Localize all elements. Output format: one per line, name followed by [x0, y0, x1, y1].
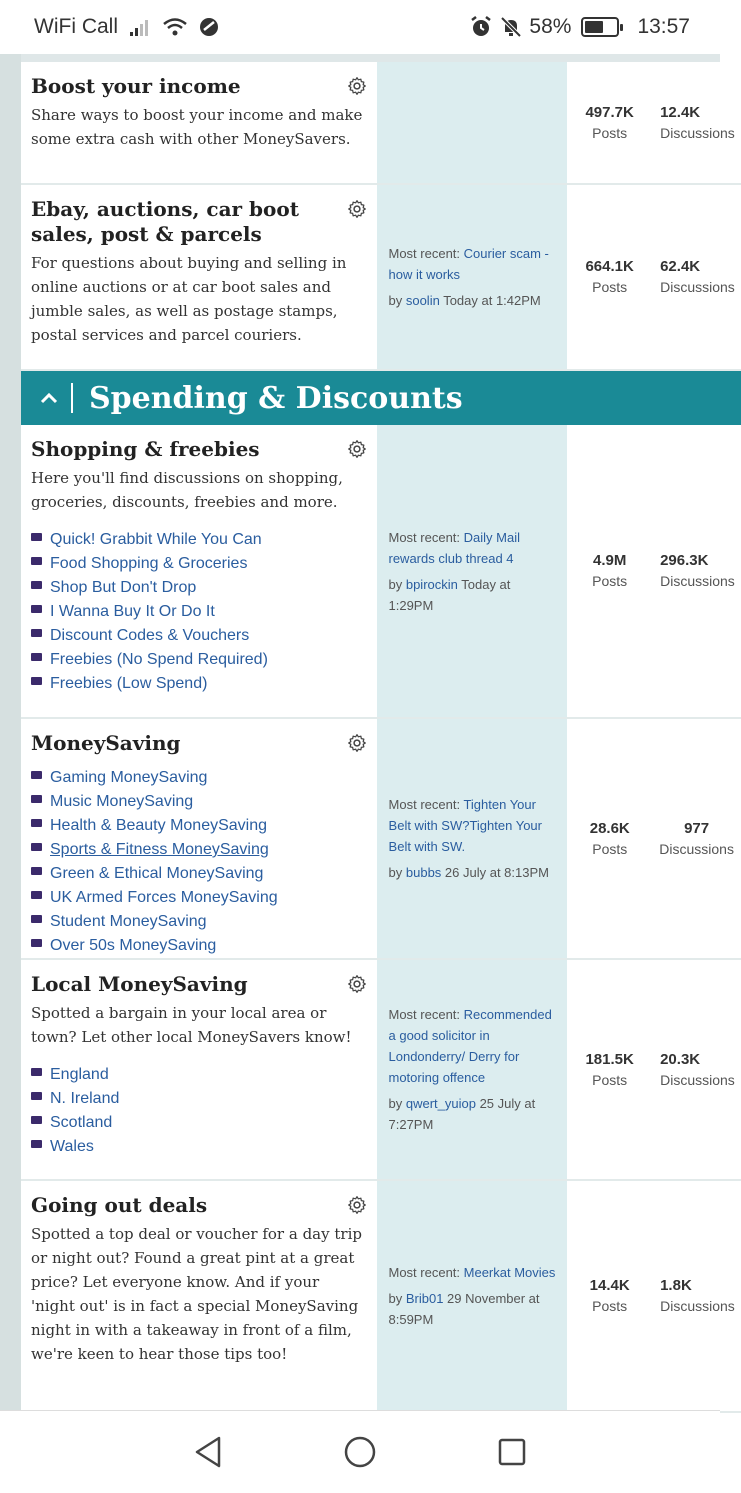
- folder-icon: [31, 843, 42, 851]
- discussions-value: 296.3K: [660, 552, 709, 569]
- subforum-label[interactable]: N. Ireland: [50, 1090, 120, 1107]
- folder-icon: [31, 795, 42, 803]
- folder-icon: [31, 677, 42, 685]
- subforum-item[interactable]: [31, 790, 367, 814]
- forum-row[interactable]: [21, 62, 741, 185]
- subforum-item[interactable]: [31, 1087, 367, 1111]
- folder-icon: [31, 533, 42, 541]
- most-recent: [377, 1181, 568, 1411]
- posts-count: [567, 719, 652, 958]
- folder-icon: [31, 1068, 42, 1076]
- gear-icon[interactable]: [347, 76, 367, 96]
- forum-row[interactable]: [21, 960, 741, 1181]
- most-recent: [377, 425, 568, 717]
- subforum-label[interactable]: Gaming MoneySaving: [50, 769, 208, 786]
- discussions-value: 12.4K: [660, 103, 701, 121]
- subforum-label[interactable]: Discount Codes & Vouchers: [50, 627, 250, 644]
- posts-label: Posts: [592, 840, 628, 857]
- folder-icon: [31, 891, 42, 899]
- folder-icon: [31, 939, 42, 947]
- discussions-count: [652, 960, 741, 1179]
- forum-info: [21, 425, 377, 717]
- subforum-item[interactable]: [31, 576, 367, 600]
- subforum-item[interactable]: [31, 862, 367, 886]
- forum-description: For questions about buying and selling in online auctions or at car boot sales and jumble sales, as well as postage stamps, postal services and parcel couriers.: [31, 254, 347, 344]
- recent-user-link[interactable]: Brib01: [405, 1291, 444, 1306]
- subforum-item[interactable]: [31, 934, 367, 958]
- forum-info: [21, 1181, 377, 1411]
- folder-icon: [31, 771, 42, 779]
- forum-title[interactable]: MoneySaving: [31, 731, 181, 755]
- gear-icon[interactable]: [347, 439, 367, 459]
- most-recent: [377, 719, 568, 958]
- forum-description: Spotted a top deal or voucher for a day trip or night out? Found a great pint at a great price? Let everyone know. And if your 'night out' is in fact a special MoneySaving night in with a takeaway in front of a film, we're keen to hear those tips too!: [31, 1225, 362, 1363]
- subforum-item[interactable]: [31, 648, 367, 672]
- most-recent: [377, 185, 568, 369]
- recent-user-link[interactable]: bpirockin: [405, 576, 458, 592]
- subforum-label[interactable]: Student MoneySaving: [50, 913, 207, 930]
- back-icon[interactable]: [185, 1429, 231, 1475]
- folder-icon: [31, 1116, 42, 1124]
- forum-info: [21, 62, 377, 183]
- subforum-item[interactable]: [31, 528, 367, 552]
- forum-title[interactable]: Ebay, auctions, car boot sales, post & parcels: [31, 197, 299, 246]
- posts-label: Posts: [592, 1298, 628, 1314]
- most-recent: [377, 960, 568, 1179]
- discussions-label: Discussions: [660, 1298, 735, 1314]
- subforum-item[interactable]: [31, 1135, 367, 1159]
- posts-label: Posts: [592, 1071, 628, 1088]
- discussions-value: 62.4K: [660, 258, 701, 275]
- by-prefix: by: [388, 865, 406, 880]
- posts-value: 497.7K: [585, 103, 634, 121]
- subforum-label[interactable]: Freebies (No Spend Required): [50, 651, 268, 668]
- recent-time: 26 July at 8:13PM: [441, 865, 549, 880]
- posts-value: 28.6K: [589, 819, 630, 837]
- subforum-list: [31, 1063, 367, 1159]
- left-gutter: [0, 54, 21, 1410]
- recent-thread-link[interactable]: Recommended a good solicitor in Londonderry/ Derry for motoring offence: [388, 1007, 552, 1085]
- mute-icon: [499, 15, 523, 39]
- subforum-label[interactable]: England: [50, 1066, 109, 1083]
- discussions-count: [652, 1181, 741, 1411]
- posts-label: Posts: [592, 279, 628, 295]
- subforum-label[interactable]: Shop But Don't Drop: [50, 579, 197, 596]
- recents-icon[interactable]: [489, 1429, 535, 1475]
- by-prefix: by: [388, 1096, 406, 1111]
- subforum-label[interactable]: Food Shopping & Groceries: [50, 555, 248, 572]
- discussions-value: 20.3K: [660, 1050, 701, 1068]
- discussions-value: 1.8K: [660, 1277, 692, 1294]
- forum-description: Here you'll find discussions on shopping, groceries, discounts, freebies and more.: [31, 469, 343, 511]
- status-bar: [0, 0, 720, 54]
- subforum-label[interactable]: Freebies (Low Spend): [50, 675, 208, 692]
- posts-count: [567, 1181, 652, 1411]
- subforum-item[interactable]: [31, 886, 367, 910]
- most-recent: [377, 62, 568, 183]
- recent-user-link[interactable]: qwert_yuiop: [405, 1096, 476, 1111]
- forum-title[interactable]: Local MoneySaving: [31, 972, 248, 996]
- forum-table: [21, 54, 741, 1413]
- subforum-label[interactable]: Wales: [50, 1138, 94, 1155]
- section-title: Spending & Discounts: [89, 380, 463, 416]
- posts-count: [567, 960, 652, 1179]
- posts-count: [567, 425, 652, 717]
- subforum-list: [31, 528, 367, 696]
- folder-icon: [31, 653, 42, 661]
- data-saver-icon: [198, 16, 220, 38]
- forum-list-viewport[interactable]: [0, 54, 735, 1410]
- recent-time: 29 November at 8:59PM: [388, 1291, 540, 1327]
- by-prefix: by: [388, 576, 406, 592]
- subforum-item[interactable]: [31, 600, 367, 624]
- forum-title[interactable]: Going out deals: [31, 1193, 208, 1217]
- recent-thread-link[interactable]: Tighten Your Belt with SW?Tighten Your Belt with SW.: [388, 797, 542, 854]
- home-icon[interactable]: [337, 1429, 383, 1475]
- discussions-label: Discussions: [660, 279, 735, 295]
- subforum-item[interactable]: [31, 672, 367, 696]
- posts-label: Posts: [592, 124, 628, 141]
- subforum-item[interactable]: [31, 1063, 367, 1087]
- forum-title[interactable]: Shopping & freebies: [31, 437, 260, 461]
- folder-icon: [31, 1140, 42, 1148]
- folder-icon: [31, 867, 42, 875]
- discussions-count: [652, 425, 741, 717]
- system-nav-bar: [0, 1410, 720, 1493]
- recent-user-link[interactable]: bubbs: [405, 865, 442, 880]
- forum-info: [21, 719, 377, 958]
- recent-prefix: Most recent:: [388, 529, 464, 545]
- subforum-label[interactable]: Music MoneySaving: [50, 793, 194, 810]
- subforum-label[interactable]: I Wanna Buy It Or Do It: [50, 603, 215, 620]
- gear-icon[interactable]: [347, 974, 367, 994]
- subforum-label[interactable]: Scotland: [50, 1114, 113, 1131]
- recent-time: Today at 1:42PM: [439, 293, 541, 308]
- recent-user-link[interactable]: soolin: [405, 293, 440, 308]
- gear-icon[interactable]: [347, 199, 367, 219]
- signal-icon: [128, 17, 152, 37]
- alarm-icon: [469, 15, 493, 39]
- clock: 13:57: [637, 15, 690, 38]
- recent-time: Today at 1:29PM: [388, 576, 511, 613]
- forum-row[interactable]: [21, 425, 741, 719]
- subforum-list: [31, 766, 367, 958]
- posts-value: 14.4K: [589, 1277, 630, 1294]
- folder-icon: [31, 629, 42, 637]
- recent-prefix: Most recent:: [388, 797, 464, 812]
- forum-description: Share ways to boost your income and make some extra cash with other MoneySavers.: [31, 106, 363, 148]
- carrier-label: WiFi Call: [34, 15, 118, 38]
- recent-prefix: Most recent:: [388, 1007, 464, 1022]
- subforum-item[interactable]: [31, 838, 367, 862]
- subforum-label[interactable]: Over 50s MoneySaving: [50, 937, 217, 954]
- battery-icon: [581, 17, 619, 37]
- section-divider: [71, 383, 73, 413]
- discussions-label: Discussions: [660, 573, 735, 589]
- wifi-icon: [162, 17, 188, 37]
- forum-row[interactable]: [21, 719, 741, 960]
- battery-percent: 58%: [529, 15, 572, 38]
- recent-thread-link[interactable]: Daily Mail rewards club thread 4: [388, 529, 520, 566]
- by-prefix: by: [388, 293, 406, 308]
- forum-title[interactable]: Boost your income: [31, 74, 241, 98]
- posts-value: 664.1K: [585, 258, 634, 275]
- recent-thread-link[interactable]: Meerkat Movies: [463, 1265, 556, 1280]
- posts-value: 4.9M: [592, 552, 627, 569]
- recent-time: 25 July at 7:27PM: [388, 1096, 536, 1132]
- subforum-label[interactable]: Quick! Grabbit While You Can: [50, 531, 262, 548]
- forum-description: Spotted a bargain in your local area or town? Let other local MoneySavers know!: [31, 1004, 352, 1046]
- by-prefix: by: [388, 1291, 406, 1306]
- forum-row[interactable]: [21, 1181, 741, 1413]
- subforum-item[interactable]: [31, 552, 367, 576]
- discussions-count: [652, 185, 741, 369]
- section-header[interactable]: [21, 371, 741, 425]
- subforum-label[interactable]: Health & Beauty MoneySaving: [50, 817, 268, 834]
- subforum-label[interactable]: Green & Ethical MoneySaving: [50, 865, 264, 882]
- subforum-label[interactable]: UK Armed Forces MoneySaving: [50, 889, 278, 906]
- forum-info: [21, 185, 377, 369]
- subforum-item[interactable]: [31, 766, 367, 790]
- recent-prefix: Most recent:: [388, 1265, 464, 1280]
- recent-prefix: Most recent:: [388, 246, 464, 261]
- folder-icon: [31, 605, 42, 613]
- posts-count: [567, 62, 652, 183]
- subforum-item[interactable]: [31, 624, 367, 648]
- discussions-count: [652, 62, 741, 183]
- discussions-label: Discussions: [660, 1071, 735, 1088]
- discussions-count: [652, 719, 741, 958]
- posts-label: Posts: [592, 573, 628, 589]
- subforum-item[interactable]: [31, 814, 367, 838]
- forum-info: [21, 960, 377, 1179]
- gear-icon[interactable]: [347, 1195, 367, 1215]
- folder-icon: [31, 581, 42, 589]
- gear-icon[interactable]: [347, 733, 367, 753]
- folder-icon: [31, 819, 42, 827]
- posts-value: 181.5K: [585, 1050, 634, 1068]
- forum-row[interactable]: [21, 185, 741, 371]
- subforum-item[interactable]: [31, 910, 367, 934]
- folder-icon: [31, 557, 42, 565]
- chevron-up-icon[interactable]: [37, 386, 61, 410]
- discussions-value: 977: [684, 819, 710, 837]
- discussions-label: Discussions: [659, 840, 734, 857]
- discussions-label: Discussions: [660, 124, 735, 141]
- posts-count: [567, 185, 652, 369]
- subforum-item[interactable]: [31, 1111, 367, 1135]
- folder-icon: [31, 1092, 42, 1100]
- folder-icon: [31, 915, 42, 923]
- recent-thread-link[interactable]: Courier scam - how it works: [388, 246, 549, 282]
- subforum-label[interactable]: Sports & Fitness MoneySaving: [50, 841, 269, 858]
